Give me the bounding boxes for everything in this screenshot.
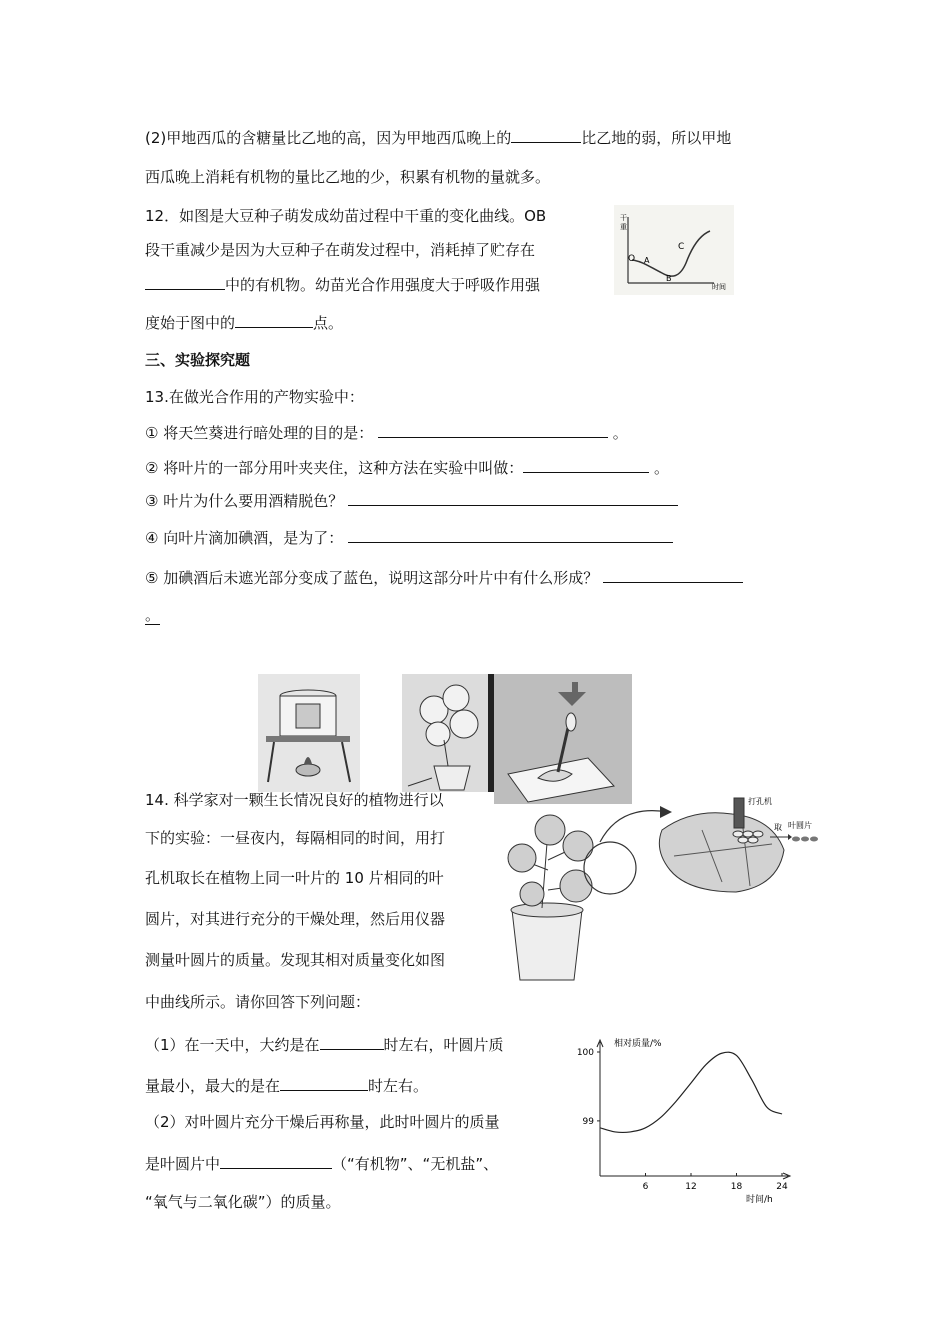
q12-line4-text-end: 点。 [313, 314, 344, 332]
y-tick-label: 100 [576, 1048, 594, 1058]
iodine-dropper-photo [494, 674, 632, 804]
x-tick-label: 12 [685, 1182, 697, 1192]
q14-sub1-text: 量最小，最大的是在 [145, 1077, 281, 1095]
period-mark: 。 [612, 424, 628, 442]
zoom-arrow [600, 811, 668, 842]
q14-sub2-text-end: （“有机物”、“无机盐”、 [332, 1155, 499, 1173]
zoom-circle [584, 842, 636, 894]
relative-mass-chart [570, 1034, 810, 1204]
point-B: B [666, 274, 672, 283]
series-line [600, 1052, 782, 1132]
q14-sub2-text: 是叶圆片中 [145, 1155, 221, 1173]
q13-item-text: ③ 叶片为什么要用酒精脱色？ [145, 492, 344, 510]
dry-weight-graph [614, 205, 734, 295]
potted-plant-icon [508, 815, 593, 980]
take-label: 取 [774, 823, 782, 832]
point-A: A [644, 256, 650, 265]
answer-blank[interactable] [280, 1075, 368, 1091]
answer-blank[interactable] [348, 527, 673, 543]
x-axis-label: 时间/h [746, 1195, 773, 1204]
q12-line3 [145, 274, 540, 295]
answer-blank[interactable] [220, 1153, 332, 1169]
period-mark: 。 [145, 606, 161, 624]
answer-blank[interactable] [235, 312, 313, 328]
q12-line1: 12．如图是大豆种子萌发成幼苗过程中干重的变化曲线。OB [145, 207, 547, 225]
q13-item-2 [145, 457, 669, 478]
graph-ylabel-2: 重 [620, 223, 627, 231]
q14-line5: 测量叶圆片的质量。发现其相对质量变化如图 [145, 951, 446, 969]
q14-sub1-text-end: 时左右，叶圆片质 [383, 1036, 504, 1054]
geranium-photo [402, 674, 494, 792]
q13-item-5 [145, 567, 743, 588]
q13-item-4 [145, 527, 673, 548]
q12-line4 [145, 312, 343, 333]
q14-line2: 下的实验：一昼夜内，每隔相同的时间，用打 [145, 829, 446, 847]
y-axis-label: 相对质量/% [614, 1039, 662, 1049]
q12-line4-text: 度始于图中的 [145, 314, 236, 332]
answer-blank[interactable] [378, 422, 608, 438]
q11-line1-text: (2)甲地西瓜的含糖量比乙地的高，因为甲地西瓜晚上的 [145, 129, 512, 147]
answer-blank[interactable] [320, 1034, 384, 1050]
q11-line1-text-end: 比乙地的弱，所以甲地 [581, 129, 732, 147]
q12-line2: 段干重减少是因为大豆种子在萌发过程中，消耗掉了贮存在 [145, 241, 536, 259]
point-C: C [678, 242, 685, 252]
graph-ylabel-1: 干 [620, 214, 627, 222]
graph-xlabel: 时间 [712, 283, 726, 291]
answer-blank[interactable] [348, 490, 678, 506]
q14-line4: 圆片，对其进行充分的干燥处理，然后用仪器 [145, 910, 446, 928]
large-leaf-icon [659, 813, 784, 892]
q13-item-1 [145, 422, 628, 443]
answer-blank[interactable] [603, 567, 743, 583]
q14-sub1-line1 [145, 1034, 504, 1055]
point-O: O [628, 254, 636, 264]
x-tick-label: 6 [642, 1182, 649, 1192]
q13-item-text: ① 将天竺葵进行暗处理的目的是： [145, 424, 374, 442]
answer-blank[interactable] [511, 127, 581, 143]
experiment-photos [258, 674, 632, 804]
q13-item-text: ② 将叶片的一部分用叶夹夹住，这种方法在实验中叫做： [145, 459, 524, 477]
x-tick-label: 18 [730, 1182, 743, 1192]
leaf-punch-diagram [492, 790, 832, 990]
y-tick-label: 99 [582, 1116, 594, 1127]
period-mark: 。 [654, 459, 670, 477]
q13-item-text: ⑤ 加碘酒后未遮光部分变成了蓝色，说明这部分叶片中有什么形成？ [145, 569, 599, 587]
alcohol-bath-photo [258, 674, 360, 792]
q14-line6: 中曲线所示。请你回答下列问题： [145, 993, 371, 1011]
q14-line3: 孔机取长在植物上同一叶片的 10 片相同的叶 [145, 869, 444, 887]
q14-sub1-text-end: 时左右。 [368, 1077, 429, 1095]
q14-sub2-line1: （2）对叶圆片充分干燥后再称量，此时叶圆片的质量 [145, 1113, 500, 1131]
q12-line3-text: 中的有机物。幼苗光合作用强度大于呼吸作用强 [225, 276, 541, 294]
q14-sub2-line3: “氧气与二氧化碳”）的质量。 [145, 1193, 341, 1211]
hole-punch-icon [734, 798, 744, 828]
disc-label: 叶圆片 [788, 821, 812, 830]
q13-intro: 13.在做光合作用的产物实验中： [145, 388, 364, 406]
q14-sub1-text: （1）在一天中，大约是在 [145, 1036, 320, 1054]
q14-sub1-line2 [145, 1075, 428, 1096]
section-title: 三、实验探究题 [145, 351, 251, 369]
q11-line1 [145, 127, 731, 148]
punch-label: 打孔机 [748, 797, 772, 806]
q13-item-3 [145, 490, 678, 511]
q11-line2: 西瓜晚上消耗有机物的量比乙地的少，积累有机物的量就多。 [145, 168, 551, 186]
q13-item-text: ④ 向叶片滴加碘酒，是为了： [145, 529, 344, 547]
q13-end [145, 605, 160, 625]
q14-line1: 14. 科学家对一颗生长情况良好的植物进行以 [145, 791, 444, 809]
x-tick-label: 24 [776, 1182, 788, 1192]
disc-group-icon [792, 837, 818, 842]
answer-blank[interactable] [145, 274, 225, 290]
answer-blank[interactable] [523, 457, 649, 473]
q14-sub2-line2 [145, 1153, 498, 1174]
